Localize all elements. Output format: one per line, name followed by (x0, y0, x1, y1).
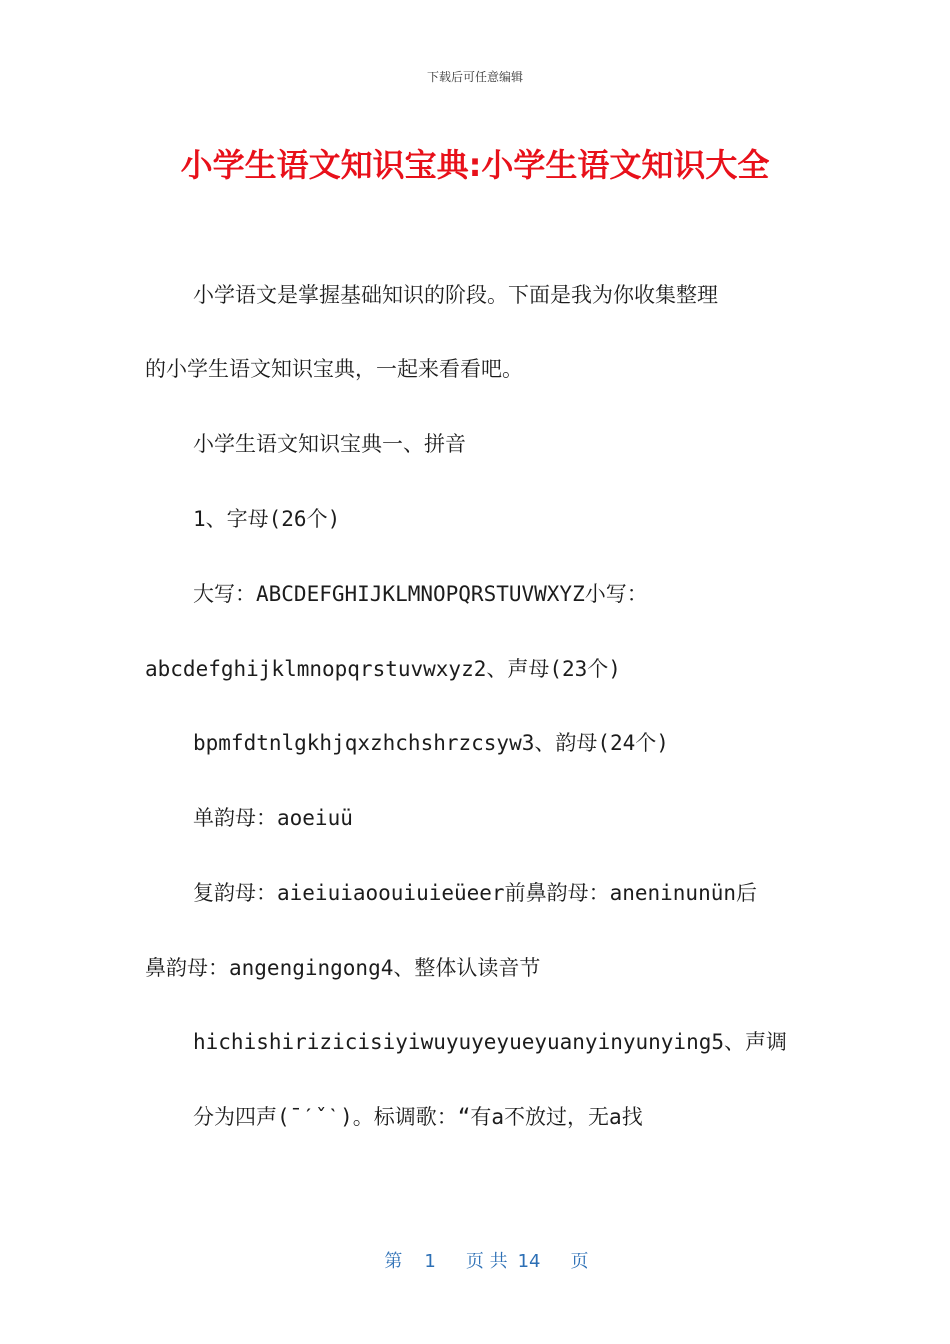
paragraph-line: 复韵母：aieiuiaoouiuieüeer前鼻韵母：aneninunün后 (193, 881, 758, 905)
footer-page-total: 14 (517, 1251, 541, 1272)
paragraph-line: 大写：ABCDEFGHIJKLMNOPQRSTUVWXYZ小写： (193, 582, 648, 606)
paragraph-line: 单韵母：aoeiuü (193, 806, 353, 830)
paragraph-line: bpmfdtnlgkhjqxzhchshrzcsyw3、韵母(24个) (193, 731, 669, 755)
footer-page-number: 1 (424, 1251, 436, 1272)
paragraph-line: abcdefghijklmnopqrstuvwxyz2、声母(23个) (145, 657, 621, 681)
paragraph-line: 1、字母(26个) (193, 507, 341, 531)
footer-page-middle: 页 共 (465, 1251, 508, 1272)
paragraph-line: hichishirizicisiyiwuyuyeyueyuanyinyunying5、声调 (193, 1030, 788, 1054)
document-title: 小学生语文知识宝典:小学生语文知识大全 (180, 146, 770, 184)
paragraph-line: 分为四声(ˉˊˇˋ)。标调歌：“有a不放过，无a找 (193, 1105, 643, 1129)
footer-page-suffix: 页 (570, 1251, 589, 1272)
footer-page-prefix: 第 (384, 1251, 403, 1272)
paragraph-line: 的小学生语文知识宝典，一起来看看吧。 (145, 357, 523, 381)
section-heading: 小学生语文知识宝典一、拼音 (193, 432, 466, 456)
paragraph-line: 鼻韵母：angengingong4、整体认读音节 (145, 956, 541, 980)
header-note: 下载后可任意编辑 (426, 70, 523, 84)
paragraph-line: 小学语文是掌握基础知识的阶段。下面是我为你收集整理 (193, 283, 718, 307)
page-footer (0, 1226, 950, 1294)
